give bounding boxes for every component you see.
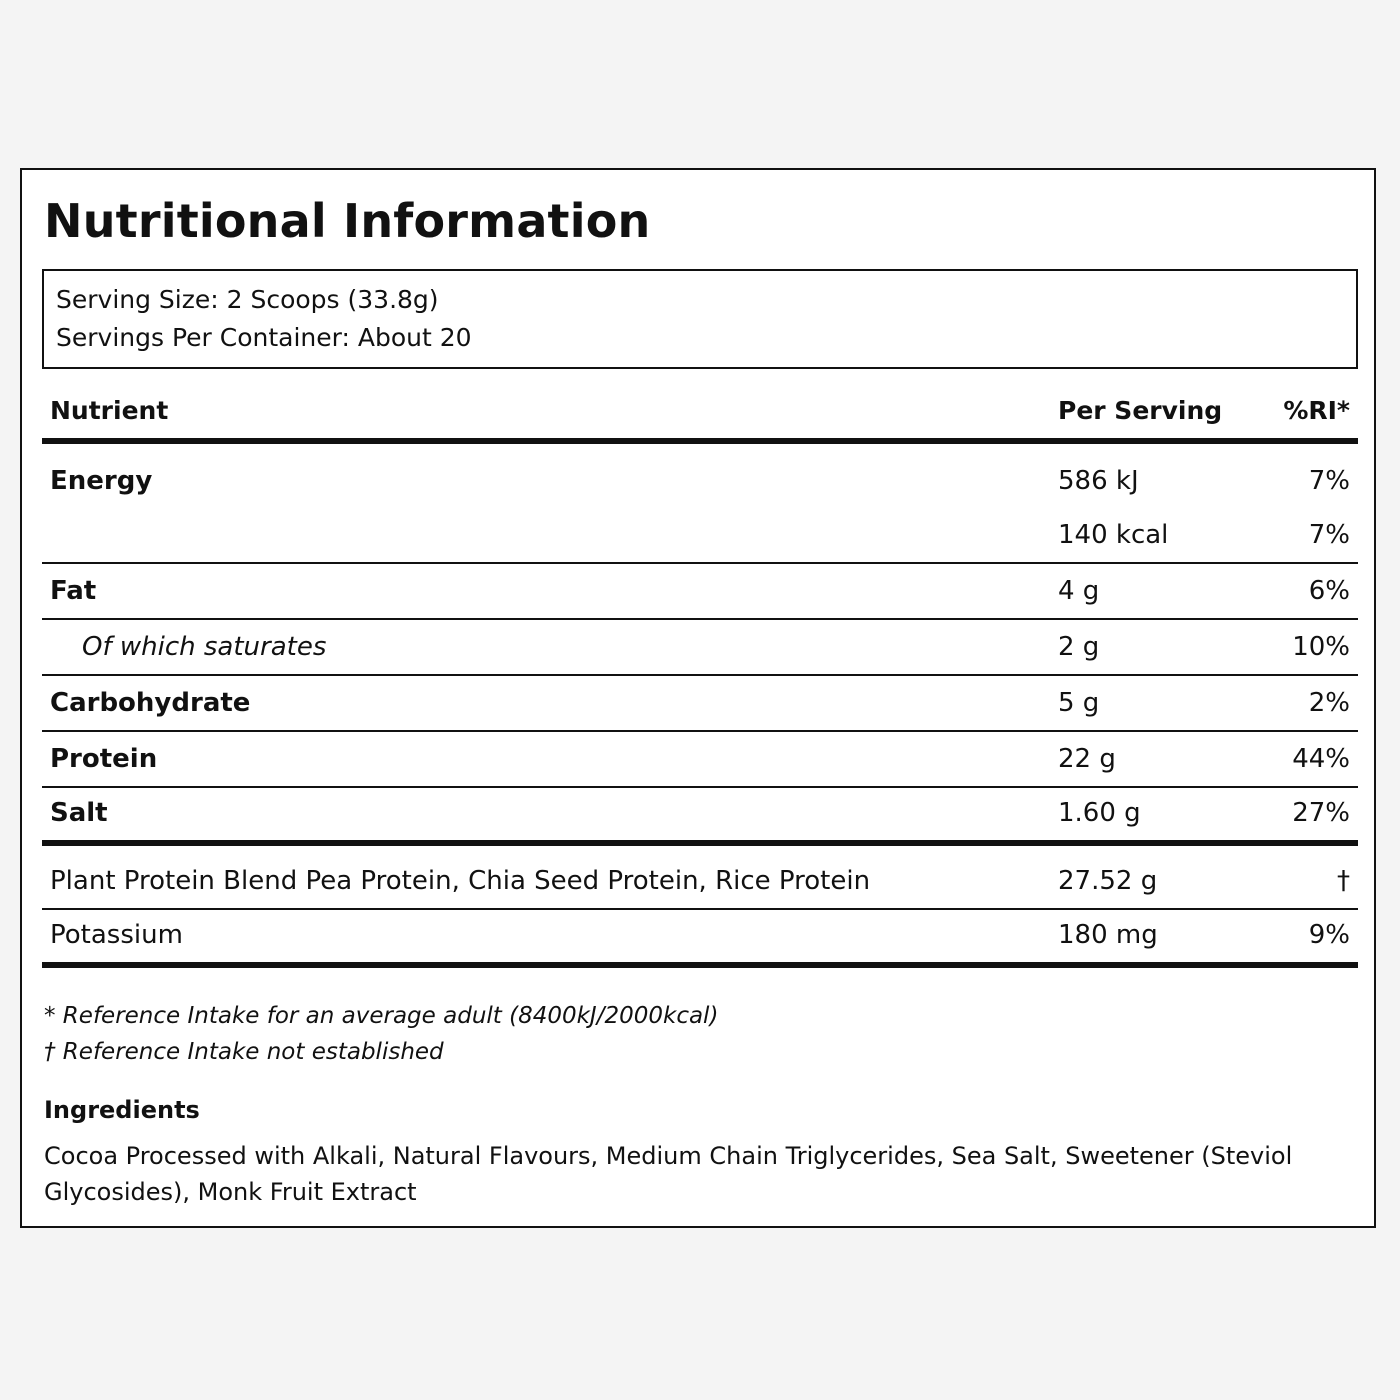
- nutrient-name: Carbohydrate: [50, 688, 251, 718]
- nutrient-value: 140 kcal: [1058, 520, 1169, 550]
- table-header: [42, 388, 1358, 444]
- nutrient-ri: 6%: [1308, 576, 1350, 606]
- nutrient-value: 27.52 g: [1058, 866, 1158, 896]
- nutrient-value: 22 g: [1058, 744, 1116, 774]
- nutrient-ri: 9%: [1308, 920, 1350, 950]
- nutrient-name: Energy: [50, 466, 153, 496]
- table-row-saturates: [42, 620, 1358, 676]
- nutrient-ri: 7%: [1308, 520, 1350, 550]
- nutrient-ri: †: [1337, 866, 1350, 896]
- footnotes: [44, 998, 718, 1070]
- table-row-fat: [42, 564, 1358, 620]
- nutrient-name: Plant Protein Blend Pea Protein, Chia Seed Protein, Rice Protein: [50, 866, 871, 896]
- table-row-carbohydrate: [42, 676, 1358, 732]
- header-ri: %RI*: [1283, 396, 1350, 425]
- nutrient-name: Protein: [50, 744, 158, 774]
- nutrient-value: 5 g: [1058, 688, 1100, 718]
- footnote-dagger: † Reference Intake not established: [44, 1039, 444, 1065]
- nutrient-name: Potassium: [50, 920, 183, 950]
- table-row-energy-kj: [42, 444, 1358, 508]
- nutrient-ri: 44%: [1292, 744, 1350, 774]
- nutrient-ri: 2%: [1308, 688, 1350, 718]
- nutrition-label: [20, 168, 1376, 1228]
- ingredients-list: Cocoa Processed with Alkali, Natural Flavours, Medium Chain Triglycerides, Sea Salt, Sweetener (Steviol Glycosides), Monk Fruit Extract: [44, 1142, 1293, 1206]
- nutrient-table: [42, 444, 1358, 968]
- nutrient-ri: 7%: [1308, 466, 1350, 496]
- nutrient-ri: 10%: [1292, 632, 1350, 662]
- table-row-potassium: [42, 910, 1358, 968]
- ingredients-heading: Ingredients: [44, 1096, 200, 1124]
- header-nutrient: Nutrient: [50, 396, 169, 425]
- serving-size: Serving Size: 2 Scoops (33.8g): [56, 285, 439, 314]
- nutrient-ri: 27%: [1292, 798, 1350, 828]
- nutrient-name: Of which saturates: [82, 632, 327, 662]
- table-row-protein: [42, 732, 1358, 788]
- nutrient-value: 2 g: [1058, 632, 1100, 662]
- nutrient-name: Fat: [50, 576, 97, 606]
- label-title: Nutritional Information: [44, 194, 651, 248]
- nutrient-value: 180 mg: [1058, 920, 1158, 950]
- footnote-ri: * Reference Intake for an average adult (8400kJ/2000kcal): [44, 1003, 719, 1029]
- header-per-serving: Per Serving: [1058, 396, 1223, 425]
- table-row-plant-protein-blend: [42, 846, 1358, 910]
- nutrient-name: Salt: [50, 798, 108, 828]
- table-row-salt: [42, 788, 1358, 846]
- nutrient-value: 4 g: [1058, 576, 1100, 606]
- table-row-energy-kcal: [42, 508, 1358, 564]
- nutrient-value: 586 kJ: [1058, 466, 1139, 496]
- servings-per-container: Servings Per Container: About 20: [56, 323, 472, 352]
- serving-info-box: [42, 269, 1358, 369]
- nutrient-value: 1.60 g: [1058, 798, 1141, 828]
